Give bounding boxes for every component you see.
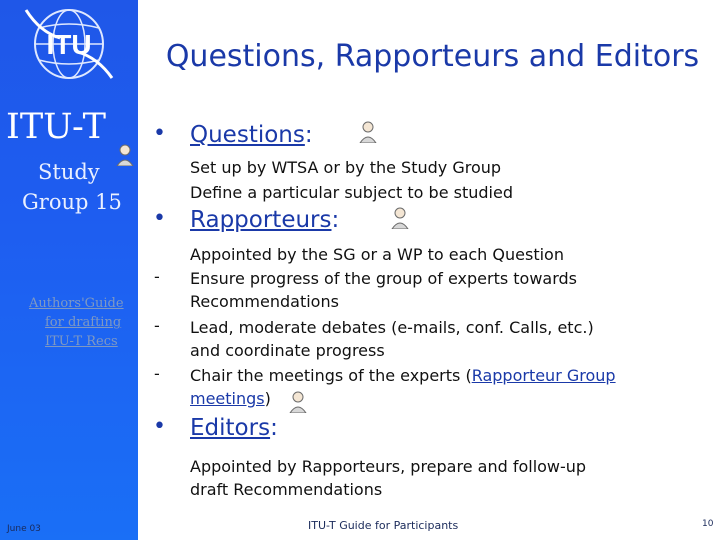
person-icon: [389, 205, 411, 229]
body-line: Set up by WTSA or by the Study Group: [190, 158, 502, 177]
body-line: meetings): [190, 389, 271, 408]
person-icon: [287, 389, 309, 413]
guide-link[interactable]: Authors'Guide: [29, 296, 124, 311]
body-line: Appointed by the SG or a WP to each Question: [190, 245, 564, 264]
rapporteur-group-link[interactable]: Rapporteur Group: [471, 366, 616, 385]
section-heading-editors: Editors:: [190, 415, 278, 441]
sidebar: [0, 0, 138, 540]
body-line: Recommendations: [190, 292, 339, 311]
dash-marker: -: [154, 364, 160, 383]
body-line: Ensure progress of the group of experts towards: [190, 269, 577, 288]
section-heading-rapporteurs: Rapporteurs:: [190, 207, 340, 233]
body-line: Appointed by Rapporteurs, prepare and follow-up: [190, 457, 587, 476]
page-number: 10: [702, 519, 714, 529]
person-icon: [114, 142, 136, 166]
body-line: Define a particular subject to be studied: [190, 183, 513, 202]
svg-text:ITU: ITU: [46, 29, 92, 60]
bullet-icon: •: [153, 121, 166, 146]
body-line: Chair the meetings of the experts (Rapporteur Group: [190, 366, 616, 385]
itu-globe-logo-icon: [20, 2, 118, 84]
person-icon: [357, 119, 379, 143]
org-label: ITU-T: [6, 107, 106, 147]
study-group-line1: Study: [38, 160, 100, 184]
slide-title: Questions, Rapporteurs and Editors: [165, 39, 700, 74]
section-heading-questions: Questions:: [190, 122, 313, 148]
meetings-link[interactable]: meetings: [190, 389, 265, 408]
guide-link[interactable]: for drafting: [45, 315, 122, 330]
body-line: draft Recommendations: [190, 480, 383, 499]
dash-marker: -: [154, 316, 160, 335]
bullet-icon: •: [153, 206, 166, 231]
footer-date: June 03: [7, 524, 41, 534]
study-group-line2: Group 15: [22, 190, 122, 214]
bullet-icon: •: [153, 414, 166, 439]
body-line: and coordinate progress: [190, 341, 385, 360]
footer-title: ITU-T Guide for Participants: [308, 519, 459, 532]
body-line: Lead, moderate debates (e-mails, conf. Calls, etc.): [190, 318, 594, 337]
dash-marker: -: [154, 267, 160, 286]
guide-link[interactable]: ITU-T Recs: [45, 334, 118, 349]
